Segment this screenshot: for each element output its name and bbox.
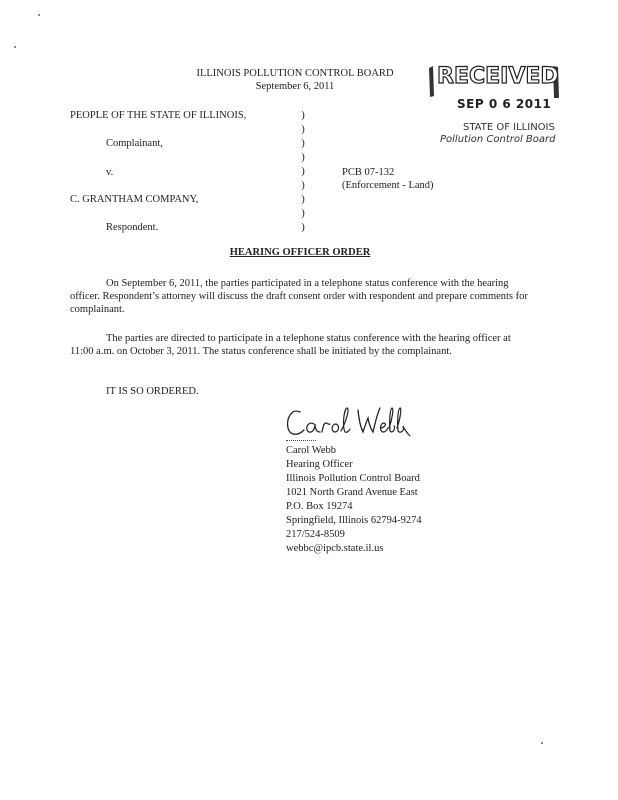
versus: v. bbox=[106, 167, 114, 178]
caption-paren: ) bbox=[301, 138, 305, 149]
board-title: ILLINOIS POLLUTION CONTROL BOARD bbox=[196, 68, 394, 79]
signature-name: Carol Webb bbox=[286, 445, 336, 456]
caption-paren: ) bbox=[301, 124, 305, 135]
caption-paren: ) bbox=[301, 194, 305, 205]
plaintiff-name: PEOPLE OF THE STATE OF ILLINOIS, bbox=[70, 110, 247, 121]
stamp-received-text: RECEIVED bbox=[437, 64, 559, 89]
signature-org: Illinois Pollution Control Board bbox=[286, 473, 420, 484]
signature-line bbox=[286, 440, 316, 441]
scan-speck bbox=[541, 742, 543, 744]
signature-title: Hearing Officer bbox=[286, 459, 353, 470]
signature-po-box: P.O. Box 19274 bbox=[286, 501, 353, 512]
plaintiff-role: Complainant, bbox=[106, 138, 163, 149]
case-type: (Enforcement - Land) bbox=[342, 180, 434, 191]
defendant-role: Respondent. bbox=[106, 222, 159, 233]
order-paragraph: The parties are directed to participate in a telephone status conference with the hearing officer at 11:00 a.m. on October 3, 2011. The status conference shall be initiated by the complainant. bbox=[70, 333, 511, 357]
caption-paren: ) bbox=[301, 208, 305, 219]
header-date: September 6, 2011 bbox=[255, 81, 335, 92]
case-number: PCB 07-132 bbox=[342, 167, 395, 178]
order-paragraph: On September 6, 2011, the parties participated in a telephone status conference with the hearing officer. Respondent’s attorney will discuss the draft consent order with respondent and prepare comments for complainant. bbox=[70, 278, 528, 315]
caption-paren: ) bbox=[301, 166, 305, 177]
signature-address: 1021 North Grand Avenue East bbox=[286, 487, 418, 498]
caption-paren: ) bbox=[301, 110, 305, 121]
order-title: HEARING OFFICER ORDER bbox=[229, 247, 371, 258]
defendant-name: C. GRANTHAM COMPANY, bbox=[70, 194, 199, 205]
stamp-date: SEP 0 6 2011 bbox=[457, 97, 552, 111]
stamp-state: STATE OF ILLINOIS bbox=[463, 122, 555, 133]
signature-email: webbc@ipcb.state.il.us bbox=[286, 543, 384, 554]
caption-paren: ) bbox=[301, 152, 305, 163]
handwritten-signature bbox=[284, 398, 414, 444]
caption-paren: ) bbox=[301, 180, 305, 191]
signature-phone: 217/524-8509 bbox=[286, 529, 345, 540]
stamp-board: Pollution Control Board bbox=[440, 134, 556, 145]
scan-speck bbox=[14, 46, 16, 48]
received-stamp bbox=[425, 60, 565, 150]
closing-line: IT IS SO ORDERED. bbox=[106, 386, 199, 397]
caption-paren: ) bbox=[301, 222, 305, 233]
scan-speck bbox=[38, 14, 40, 16]
signature-city: Springfield, Illinois 62794-9274 bbox=[286, 515, 422, 526]
